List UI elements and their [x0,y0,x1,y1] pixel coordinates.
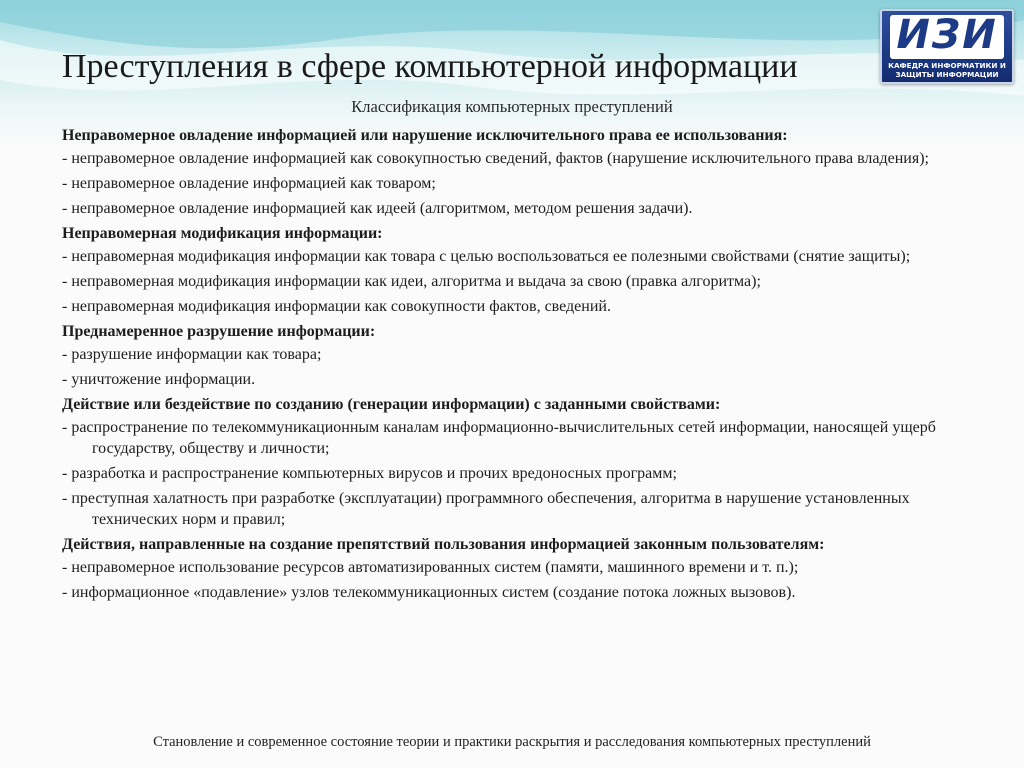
section-heading: Действие или бездействие по созданию (генерации информации) с заданными свойствами: [62,396,721,413]
list-item: - разрушение информации как товара; [62,346,322,363]
section-heading: Преднамеренное разрушение информации: [62,323,376,340]
list-item: - неправомерное овладение информацией как идеей (алгоритмом, методом решения задачи). [62,200,693,217]
section-heading: Неправомерное овладение информацией или нарушение исключительного права ее использования: [62,127,788,144]
slide-subtitle: Классификация компьютерных преступлений [351,97,673,116]
logo-caption-line1: КАФЕДРА ИНФОРМАТИКИ И [888,61,1006,70]
list-item: - неправомерное овладение информацией как товаром; [62,175,436,192]
list-item: - неправомерное овладение информацией как совокупностью сведений, фактов (нарушение исключительного права владения); [62,150,929,167]
list-item: - уничтожение информации. [62,371,256,388]
logo-mark-text: ИЗИ [896,15,998,58]
logo-caption-line2: ЗАЩИТЫ ИНФОРМАЦИИ [895,70,999,79]
logo-mark [890,15,1004,59]
department-logo [880,9,1014,84]
slide-footer: Становление и современное состояние теории и практики раскрытия и расследования компьютерных преступлений [153,734,871,750]
list-item: - распространение по телекоммуникационным каналам информационно-вычислительных сетей информации, наносящей ущерб государству, обществу и личности; [62,419,936,457]
list-item: - неправомерная модификация информации как идеи, алгоритма и выдача за свою (правка алгоритма); [62,273,761,290]
section-heading: Неправомерная модификация информации: [62,225,383,242]
list-item: - неправомерное использование ресурсов автоматизированных систем (памяти, машинного времени и т. п.); [62,559,799,576]
list-item: - разработка и распространение компьютерных вирусов и прочих вредоносных программ; [62,465,677,482]
slide-title: Преступления в сфере компьютерной информации [62,48,798,85]
list-item: - преступная халатность при разработке (эксплуатации) программного обеспечения, алгоритма в нарушение установленных технических норм и правил; [62,490,910,528]
logo-caption [884,61,1010,79]
list-item: - неправомерная модификация информации как совокупности фактов, сведений. [62,298,611,315]
list-item: - информационное «подавление» узлов телекоммуникационных систем (создание потока ложных вызовов). [62,584,796,601]
list-item: - неправомерная модификация информации как товара с целью воспользоваться ее полезными свойствами (снятие защиты); [62,248,911,265]
slide-content [62,122,962,607]
section-heading: Действия, направленные на создание препятствий пользования информацией законным пользователям: [62,536,825,553]
